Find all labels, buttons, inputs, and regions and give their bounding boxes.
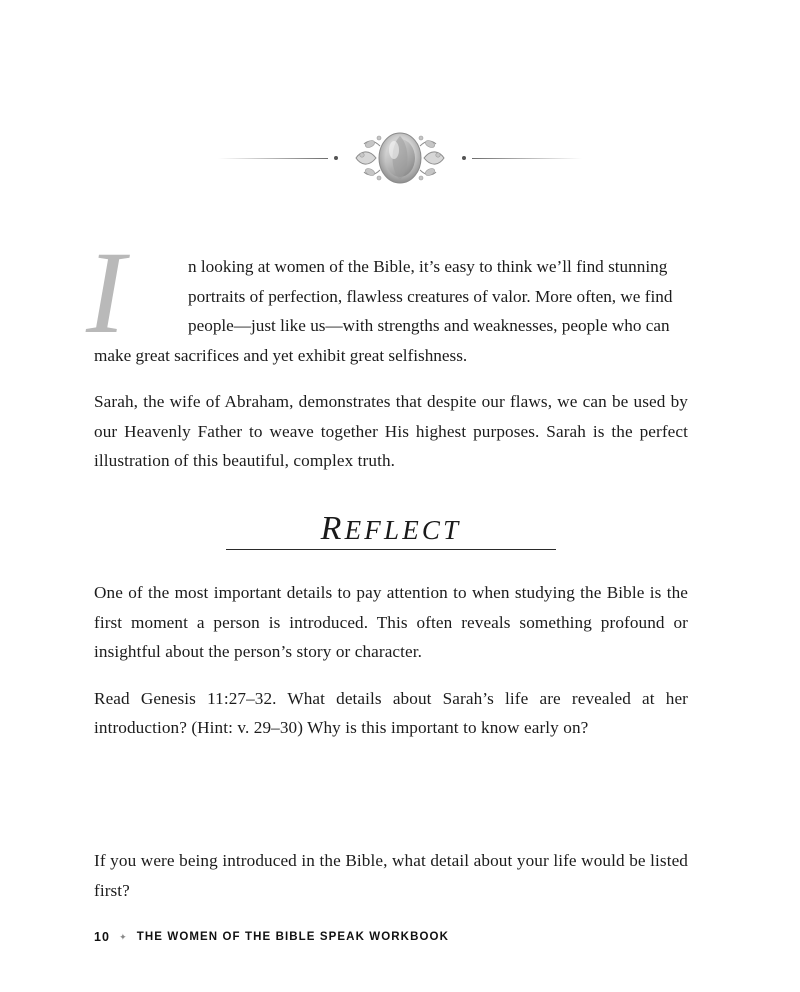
page-footer (94, 930, 449, 944)
section-heading-initial: R (320, 510, 345, 548)
intro-paragraph (94, 252, 688, 370)
ornament-rule-left (218, 158, 328, 159)
reflect-prompt-1: Read Genesis 11:27–32. What details about Sarah’s life are revealed at her introduction? (Hint: v. 29–30) Why is this important to know early on? (94, 688, 688, 738)
floral-divider-ornament (0, 118, 800, 198)
section-heading-rule (226, 549, 556, 550)
reflect-prompt-2: If you were being introduced in the Bible, what detail about your life would be listed first? (94, 850, 688, 900)
intro-line-2: portraits of perfection, flawless creatures of valor. More often, we find (188, 286, 673, 306)
drop-cap-letter: I (86, 227, 126, 358)
answer-space-1 (94, 760, 688, 846)
section-heading-label (311, 510, 472, 552)
page-number: 10 (94, 930, 111, 944)
ornament-dot-right (462, 156, 466, 160)
intro-line-4: make great sacrifices and yet exhibit great selfishness. (94, 345, 468, 365)
ornament-medallion-icon (346, 122, 454, 194)
page-content (86, 227, 688, 922)
footer-book-title: THE WOMEN OF THE BIBLE SPEAK WORKBOOK (136, 931, 449, 943)
section-heading-rest: EFLECT (344, 515, 462, 546)
ornament-dot-left (334, 156, 338, 160)
intro-line-1: n looking at women of the Bible, it’s easy to think we’ll find stunning (188, 257, 668, 276)
footer-separator-icon: ✦ (119, 931, 128, 942)
paragraph-sarah-intro: Sarah, the wife of Abraham, demonstrates that despite our flaws, we can be used by our Heavenly Father to weave together His highest purposes. Sarah is the perfect illustration of this beautiful, complex truth. (94, 392, 688, 471)
section-heading-reflect (94, 510, 688, 552)
intro-paragraph-block (86, 227, 688, 370)
intro-line-3: people—just like us—with strengths and weaknesses, people who can (188, 316, 670, 336)
reflect-paragraph: One of the most important details to pay attention to when studying the Bible is the first moment a person is introduced. This often reveals something profound or insightful about the person’s story or character. (94, 583, 688, 662)
ornament-rule-right (472, 158, 582, 159)
